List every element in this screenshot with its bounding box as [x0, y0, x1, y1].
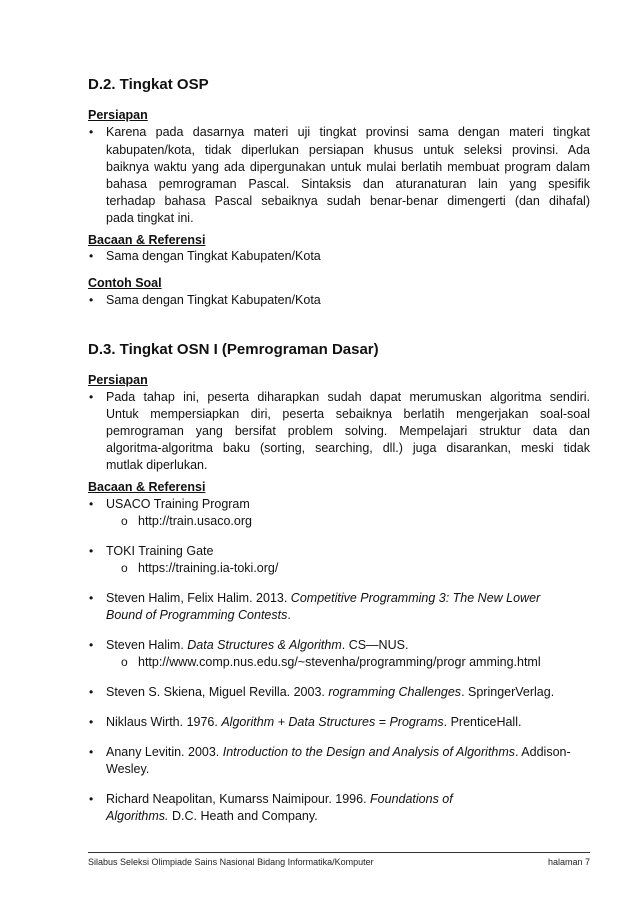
ref-halim-cp3: Steven Halim, Felix Halim. 2013. Competitive Programming 3: The New Lower [106, 591, 541, 605]
osp-bacaan-title: Bacaan & Referensi [88, 233, 206, 247]
bullet-icon: • [89, 591, 94, 605]
osp-persiapan-line-1: Karena pada dasarnya materi uji tingkat provinsi sama dengan materi tingkat [106, 125, 590, 139]
osn1-persiapan-title: Persiapan [88, 373, 148, 387]
ref-halim-cp3-line-2: Bound of Programming Contests. [106, 608, 291, 622]
bullet-icon: • [89, 792, 94, 806]
footer-divider [88, 852, 590, 853]
osp-bacaan-item: Sama dengan Tingkat Kabupaten/Kota [106, 249, 321, 263]
bullet-icon: • [89, 497, 94, 511]
osp-persiapan-line-4: bahasa pemrograman Pascal. Sintaksis dan aturanaturan lain yang spesifik [106, 177, 590, 191]
ref-usaco-url[interactable]: http://train.usaco.org [138, 514, 252, 528]
ref-halim-ds: Steven Halim. Data Structures & Algorithm. CS—NUS. [106, 638, 409, 652]
osn1-persiapan-line-4: algoritma-algoritma baku (sorting, searching, dll.) juga disarankan, meski tidak [106, 441, 590, 455]
ref-toki-url[interactable]: https://training.ia-toki.org/ [138, 561, 279, 575]
ref-levitin: Anany Levitin. 2003. Introduction to the Design and Analysis of Algorithms. Addison- [106, 745, 571, 759]
bullet-icon: • [89, 293, 94, 307]
ref-skiena: Steven S. Skiena, Miguel Revilla. 2003. rogramming Challenges. SpringerVerlag. [106, 685, 555, 699]
footer-title: Silabus Seleksi Olimpiade Sains Nasional Bidang Informatika/Komputer [88, 857, 374, 867]
osp-contoh-title: Contoh Soal [88, 276, 162, 290]
bullet-icon: • [89, 745, 94, 759]
osn1-persiapan-line-3: pemrograman yang bersifat problem solving. Mempelajari struktur data dan [106, 424, 590, 438]
sub-bullet-icon: o [121, 561, 128, 575]
sub-bullet-icon: o [121, 514, 128, 528]
bullet-icon: • [89, 715, 94, 729]
osn1-bacaan-title: Bacaan & Referensi [88, 480, 206, 494]
ref-levitin-line-2: Wesley. [106, 762, 150, 776]
bullet-icon: • [89, 544, 94, 558]
osn1-persiapan-line-2: Untuk mempersiapkan diri, peserta sebaiknya berlatih mengerjakan soal-soal [106, 407, 590, 421]
ref-wirth: Niklaus Wirth. 1976. Algorithm + Data Structures = Programs. PrenticeHall. [106, 715, 522, 729]
bullet-icon: • [89, 249, 94, 263]
footer-page-number: halaman 7 [547, 857, 590, 867]
osp-persiapan-line-3: baiknya waktu yang ada dipergunakan untuk mulai berlatih membuat program dalam [106, 160, 590, 174]
osp-persiapan-line-2: kabupaten/kota, tidak diperlukan persiapan khusus untuk seleksi provinsi. Ada [106, 143, 590, 157]
section-heading-osn1: D.3. Tingkat OSN I (Pemrograman Dasar) [88, 341, 379, 358]
ref-toki: TOKI Training Gate [106, 544, 214, 558]
osp-contoh-item: Sama dengan Tingkat Kabupaten/Kota [106, 293, 321, 307]
bullet-icon: • [89, 390, 94, 404]
ref-neapolitan-line-2: Algorithms. D.C. Heath and Company. [106, 809, 318, 823]
bullet-icon: • [89, 685, 94, 699]
osp-persiapan-line-5: terhadap bahasa Pascal sebaiknya sudah benar-benar dimengerti (dan dihafal) [106, 194, 590, 208]
ref-neapolitan: Richard Neapolitan, Kumarss Naimipour. 1996. Foundations of [106, 792, 453, 806]
osn1-persiapan-line-1: Pada tahap ini, peserta diharapkan sudah dapat merumuskan algoritma sendiri. [106, 390, 590, 404]
ref-usaco: USACO Training Program [106, 497, 250, 511]
bullet-icon: • [89, 638, 94, 652]
section-heading-osp: D.2. Tingkat OSP [88, 76, 209, 93]
sub-bullet-icon: o [121, 655, 128, 669]
ref-halim-ds-url[interactable]: http://www.comp.nus.edu.sg/~stevenha/programming/progr amming.html [138, 655, 541, 669]
osp-persiapan-title: Persiapan [88, 108, 148, 122]
osp-persiapan-line-6: pada tingkat ini. [106, 211, 194, 225]
osn1-persiapan-line-5: mutlak diperlukan. [106, 458, 208, 472]
bullet-icon: • [89, 125, 94, 139]
